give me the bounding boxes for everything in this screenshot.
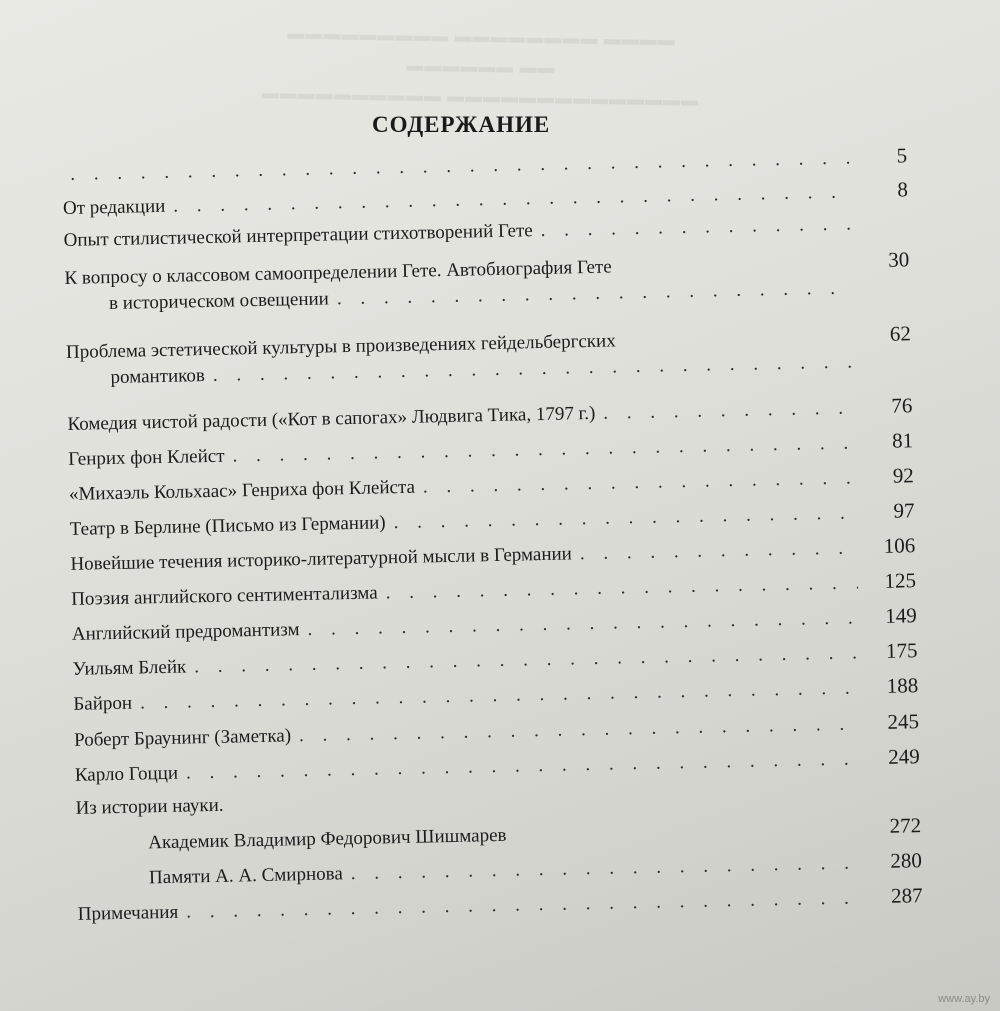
toc-entry-title: Карло Гоцци [74, 762, 179, 786]
toc-entry [66, 320, 912, 392]
toc-entry-title-continued: романтиков [110, 365, 206, 389]
toc-page-number: 30 [888, 247, 910, 272]
dot-leader [393, 500, 856, 536]
toc-entry-title: К вопросу о классовом самоопределении Гете. Автобиография Гете [64, 256, 612, 289]
toc-page-number: 97 [893, 498, 915, 523]
toc-entry-title: Опыт стилистической интерпретации стихотворений Гете [63, 220, 533, 251]
toc-entry-title-continued: в историческом освещении [108, 288, 330, 315]
toc-entry-title: Театр в Берлине (Письмо из Германии) [69, 512, 386, 540]
toc-page-number: 149 [884, 603, 917, 628]
dot-leader [186, 885, 865, 925]
bleed-through-text: ▬▬▬▬ ▬▬▬▬▬▬▬▬ ▬▬▬▬▬▬▬▬▬ ▬▬ ▬▬▬▬▬▬ ▬▬▬▬▬▬▬▬▬▬▬▬▬▬ ▬▬▬▬▬▬▬▬▬▬ [260, 23, 699, 110]
dot-leader [540, 212, 850, 244]
toc-page-number: 249 [887, 744, 920, 769]
toc-page-number: 125 [884, 568, 917, 593]
dot-leader [140, 675, 861, 716]
toc-page-number: 92 [892, 463, 915, 488]
watermark: www.ay.by [938, 993, 990, 1005]
toc-entry-title: «Михаэль Кольхаас» Генриха фон Клейста [68, 476, 416, 505]
toc-page-number: 287 [890, 883, 923, 908]
toc-entry-title: Памяти А. А. Смирнова [148, 863, 344, 889]
dot-leader [351, 850, 865, 887]
toc-entry [64, 246, 910, 318]
toc-entry-title: Новейшие течения историко-литературной мысли в Германии [70, 543, 573, 575]
table-of-contents [62, 142, 923, 925]
dot-leader [385, 570, 858, 606]
toc-page-number: 272 [889, 813, 922, 838]
toc-entry-title: Из истории науки. [75, 794, 224, 819]
dot-leader [603, 395, 855, 426]
dot-leader [194, 640, 860, 680]
toc-page-number: 8 [897, 177, 909, 202]
toc-page-number: 188 [886, 673, 919, 698]
dot-leader [580, 535, 858, 567]
dot-leader [232, 430, 855, 469]
toc-entry-title: Поэзия английского сентиментализма [70, 582, 378, 610]
toc-page-number: 245 [887, 709, 920, 734]
toc-page-number: 76 [891, 393, 913, 418]
toc-entry-title: От редакции [62, 195, 166, 219]
toc-entry-title: Английский предромантизм [71, 619, 300, 645]
toc-entry-title: Проблема эстетической культуры в произведениях гейдельбергских [65, 330, 616, 363]
toc-page-number: 62 [889, 321, 912, 346]
toc-entry-title: Примечания [77, 901, 179, 925]
toc-entry-title: Комедия чистой радости («Кот в сапогах» Людвига Тика, 1797 г.) [67, 402, 596, 435]
toc-page-number: 175 [885, 638, 918, 663]
dot-leader [423, 465, 856, 500]
dot-leader [307, 605, 859, 643]
toc-entry-title: Байрон [73, 692, 133, 715]
toc-entry-title: Роберт Браунинг (Заметка) [73, 725, 292, 751]
toc-page-number: 280 [890, 848, 923, 873]
toc-page-number: 106 [883, 533, 916, 558]
toc-page-number [861, 228, 909, 229]
toc-page-number: 81 [891, 428, 914, 453]
toc-entry-title: Генрих фон Клейст [68, 445, 225, 470]
toc-entry-title: Академик Владимир Федорович Шишмарев [148, 824, 507, 854]
toc-page-number: 5 [896, 143, 908, 168]
dot-leader [299, 711, 861, 749]
toc-entry-title: Уильям Блейк [72, 656, 187, 680]
page-title: СОДЕРЖАНИЕ [372, 112, 551, 137]
